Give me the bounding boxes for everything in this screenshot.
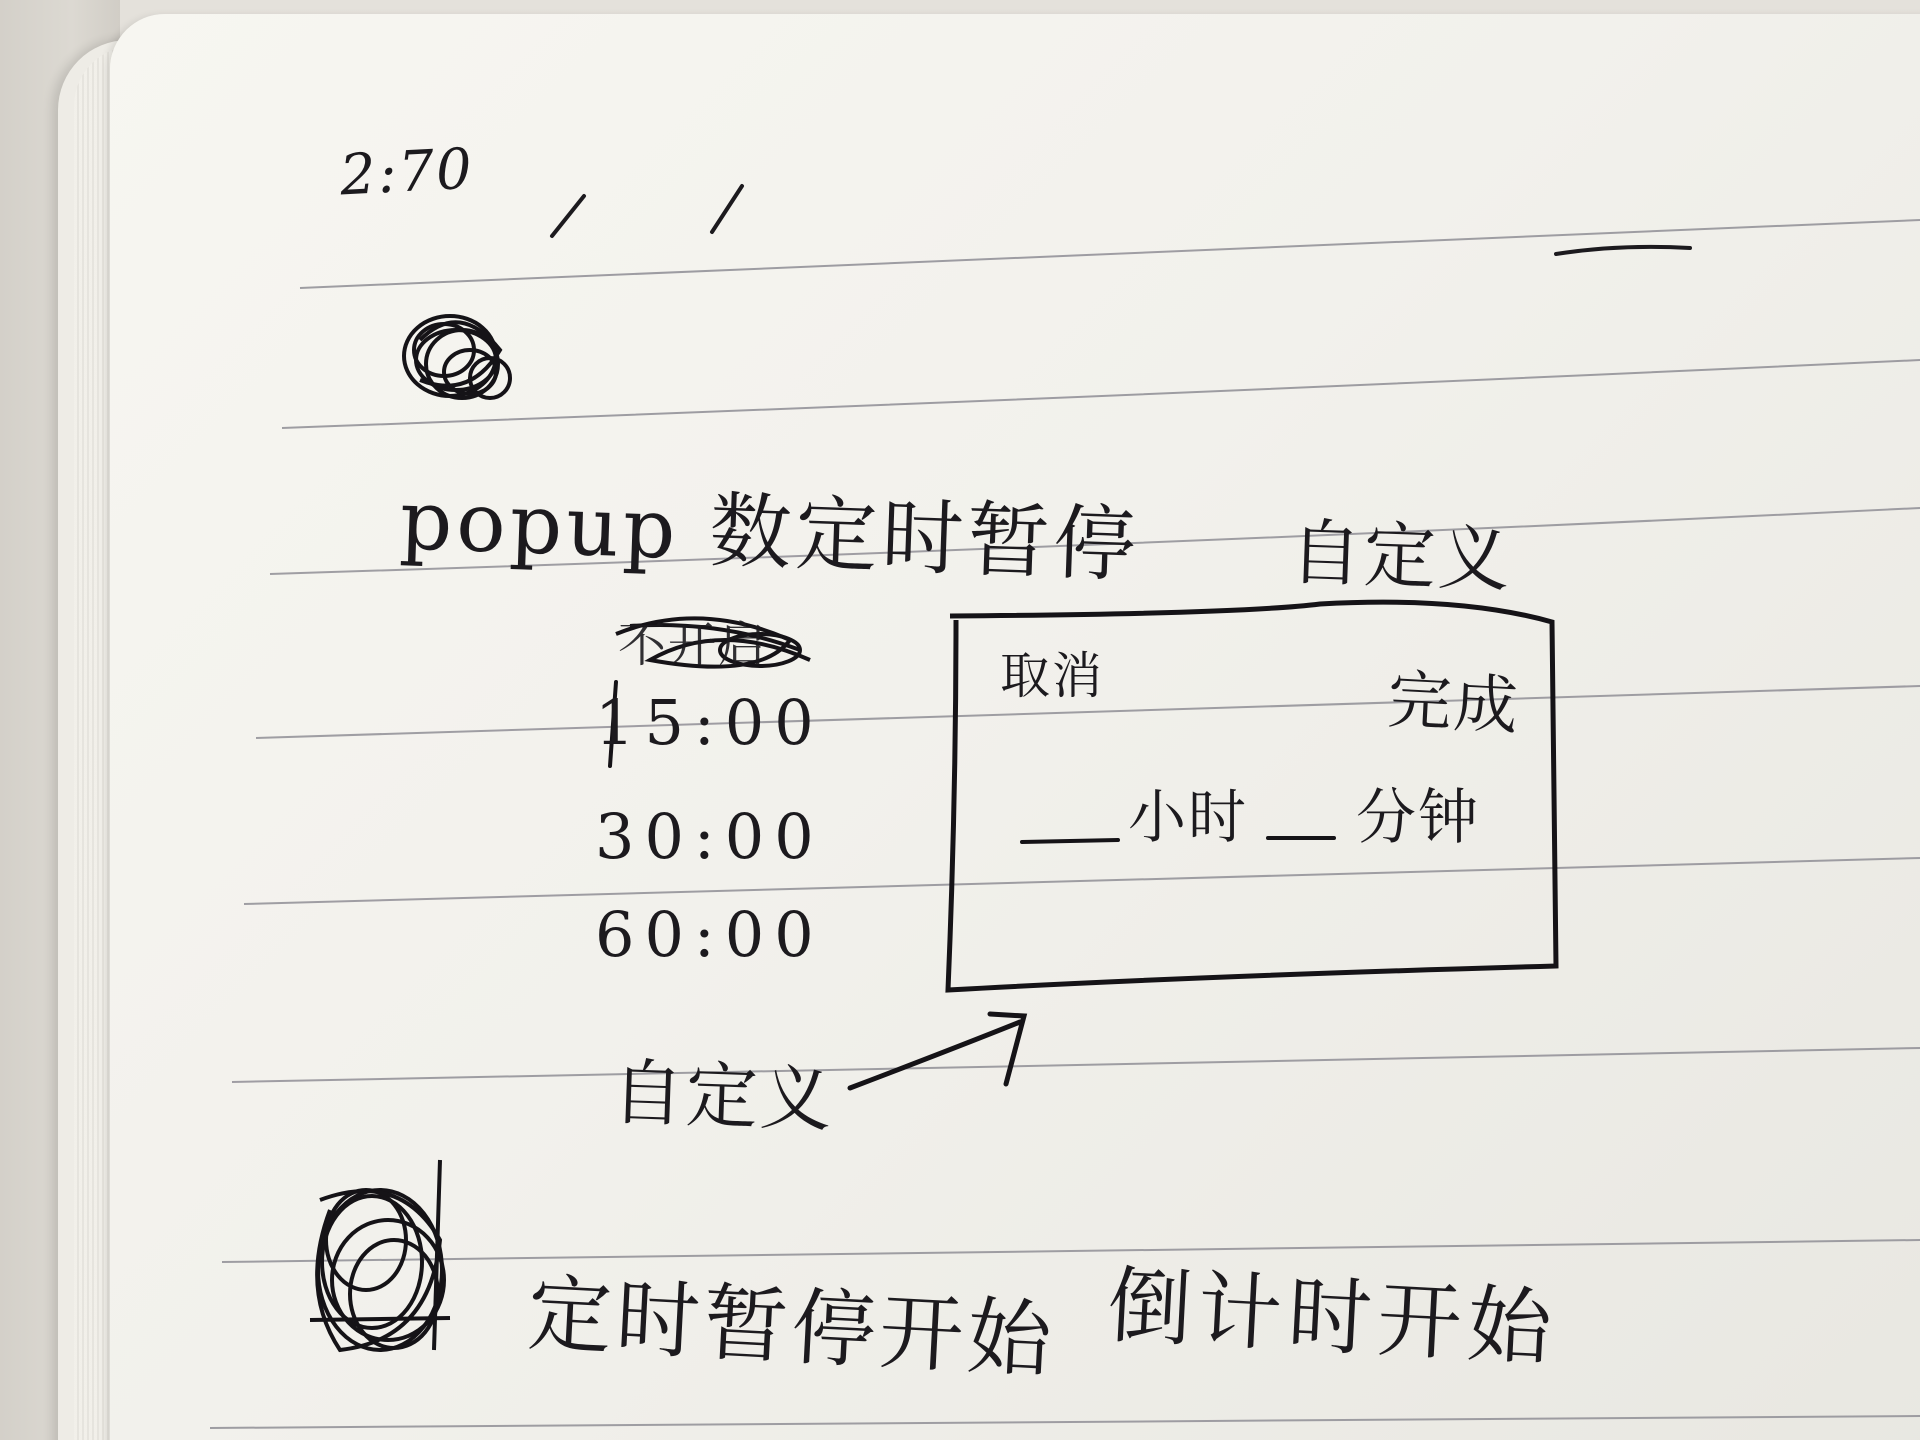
ruled-line	[232, 1048, 1920, 1082]
dialog-minute-label: 分钟	[1356, 783, 1480, 853]
scribble-bullet-top	[404, 316, 510, 398]
struck-out-word: 不开启	[618, 617, 769, 673]
option-custom: 自定义	[610, 1050, 836, 1142]
heading-custom: 自定义	[1288, 510, 1514, 602]
ruled-line	[222, 1240, 1920, 1262]
option-60-min: 60:00	[595, 898, 824, 971]
heading-popup-timer: popup 数定时暂停	[398, 473, 1141, 594]
dialog-done-label: 完成	[1385, 663, 1522, 745]
ruled-line	[210, 1416, 1920, 1428]
dialog-hour-label: 小时	[1128, 783, 1249, 851]
ruled-line	[300, 220, 1920, 288]
option-15-min: 15:00	[595, 686, 824, 759]
ruled-line	[244, 858, 1920, 904]
arrow-to-dialog	[850, 1014, 1024, 1088]
ruled-line	[282, 360, 1920, 428]
pen-ticks	[552, 186, 1690, 254]
bottom-note-countdown-start: 倒计时开始	[1105, 1256, 1560, 1378]
bottom-note-timer-pause-start: 定时暂停开始	[525, 1264, 1058, 1390]
dialog-cancel-label: 取消	[1000, 647, 1104, 705]
option-30-min: 30:00	[595, 800, 824, 873]
ruled-lines	[210, 220, 1920, 1428]
time-note: 2:70	[338, 136, 476, 209]
scribble-bullet-bottom	[310, 1160, 450, 1350]
